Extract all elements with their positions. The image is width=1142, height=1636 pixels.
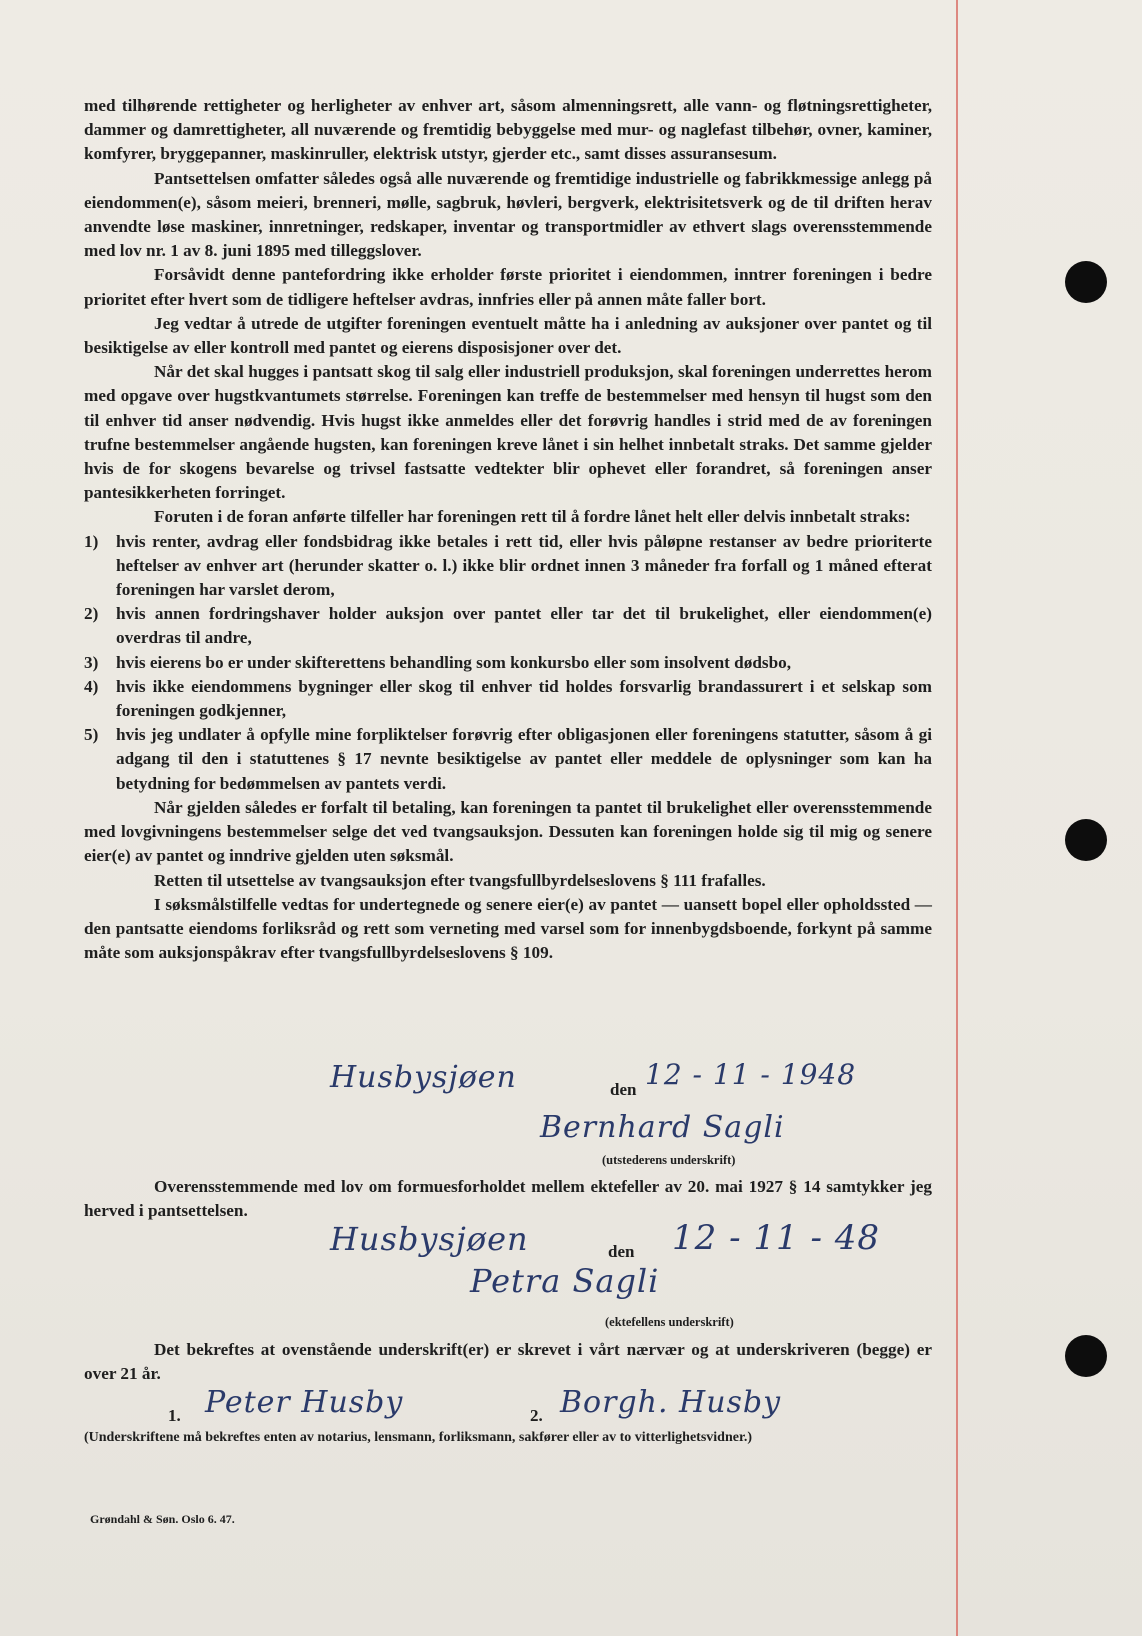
body-text [84,94,932,965]
list-item: 1) hvis renter, avdrag eller fondsbidrag ikke betales i rett tid, eller hvis påløpne restanser av bedre prioriterte heftelser av enhver art (herunder skatter o. l.) ikke blir ordnet innen 3 måneder fra forfall og 1 måned efterat foreningen har varslet derom, [84,531,932,600]
list-item: 2) hvis annen fordringshaver holder auksjon over pantet eller tar det til brukelighet, eller eiendommen(e) overdras til andre, [84,604,932,648]
den-label-2: den [608,1242,635,1261]
punch-hole-2 [1065,819,1107,861]
signature-spouse: Petra Sagli [470,1262,660,1300]
paragraph-4: Jeg vedtar å utrede de utgifter foreningen eventuelt måtte ha i anledning av auksjoner over pantet og til besiktigelse av eller kontroll med pantet og eierens disposisjoner over det. [84,313,932,358]
date-handwritten-1: 12 - 11 - 1948 [645,1058,857,1091]
witness-1-number: 1. [168,1406,181,1425]
punch-hole-1 [1065,261,1107,303]
den-label-1: den [610,1080,637,1099]
date-handwritten-2: 12 - 11 - 48 [672,1218,880,1258]
margin-line [956,0,958,1636]
paragraph-2: Pantsettelsen omfatter således også alle nuværende og fremtidige industrielle og fabrikkmessige anlegg på eiendommen(e), såsom meieri, brenneri, mølle, sagbruk, høvleri, bergverk, elektrisitetsverk og de til driften herav anvendte løse maskiner, innretninger, redskaper, inventar og transportmidler av ethvert slags overensstemmende med lov nr. 1 av 8. juni 1895 med tilleggslover. [84,168,932,261]
witness-note: (Underskriftene må bekreftes enten av notarius, lensmann, forliksmann, sakfører eller av to vitterlighetsvidner.) [84,1430,753,1445]
witness-paragraph: Det bekreftes at ovenstående underskrift(er) er skrevet i vårt nærvær og at underskriveren (begge) er over 21 år. [84,1340,932,1384]
spouse-caption: (ektefellens underskrift) [605,1315,734,1329]
paragraph-3: Forsåvidt denne pantefordring ikke erholder første prioritet i eiendommen, inntrer foreningen i bedre prioritet efter hvert som de tidligere heftelser avdras, innfries eller på annen måte faller bort. [84,265,932,309]
paragraph-6: Foruten i de foran anførte tilfeller har foreningen rett til å fordre lånet helt eller delvis innbetalt straks: [154,507,911,527]
list-item: 3) hvis eierens bo er under skifterettens behandling som konkursbo eller som insolvent dødsbo, [84,652,792,672]
list-item: 5) hvis jeg undlater å opfylle mine forpliktelser forøvrig efter obligasjonen eller foreningens statutter, såsom å gi adgang til den i statuttenes § 17 nevnte besiktigelse av pantet eller meddele de oplysninger som kan ha betydning for bedømmelsen av pantets verdi. [84,725,932,793]
signature-issuer: Bernhard Sagli [540,1110,785,1145]
signature-witness-2: Borgh. Husby [560,1385,782,1420]
signature-witness-1: Peter Husby [205,1385,404,1420]
place-handwritten-2: Husbysjøen [330,1220,529,1258]
paragraph-8: Retten til utsettelse av tvangsauksjon efter tvangsfullbyrdelseslovens § 111 frafalles. [154,870,766,890]
paragraph-9: I søksmålstilfelle vedtas for undertegnede og senere eier(e) av pantet — uansett bopel eller opholdssted — den pantsatte eiendoms forliksråd og rett som verneting med varsel som for innenbygdsboende, forkynt på samme måte som auksjonspåkrav efter tvangsfullbyrdelseslovens § 109. [84,894,932,963]
place-handwritten-1: Husbysjøen [330,1060,517,1095]
punch-hole-3 [1065,1335,1107,1377]
issuer-caption: (utstederens underskrift) [602,1153,736,1167]
witness-text [84,1338,932,1386]
consent-paragraph: Overensstemmende med lov om formuesforholdet mellem ektefeller av 20. mai 1927 § 14 samtykker jeg herved i pantsettelsen. [84,1177,932,1221]
consent-text [84,1175,932,1223]
paragraph-1: med tilhørende rettigheter og herligheter av enhver art, såsom almenningsrett, alle vann- og fløtningsrettigheter, dammer og damrettigheter, all nuværende og fremtidig bebyggelse med mur- og naglefast tilbehør, ovner, kaminer, komfyrer, bryggepanner, maskinruller, elektrisk utstyr, gjerder etc., samt disses assuransesum. [84,96,932,164]
conditions-list [84,530,932,796]
paragraph-5: Når det skal hugges i pantsatt skog til salg eller industriell produksjon, skal foreningen underrettes herom med opgave over hugstkvantumets størrelse. Foreningen kan treffe de bestemmelser med hensyn til hugst som den til enhver tid anser nødvendig. Hvis hugst ikke anmeldes eller det forøvrig handles i strid med de av foreningen trufne bestemmelser angående hugsten, kan foreningen kreve lånet i sin helhet innbetalt straks. Det samme gjelder hvis de for skogens bevarelse og trivsel fastsatte vedtekter blir ophevet eller forandret, så foreningen anser pantesikkerheten forringet. [84,362,932,503]
witness-2-number: 2. [530,1406,543,1425]
list-item: 4) hvis ikke eiendommens bygninger eller skog til enhver tid holdes forsvarlig brandassurert i et selskap som foreningen godkjenner, [84,676,932,721]
printer-imprint: Grøndahl & Søn. Oslo 6. 47. [90,1512,235,1526]
paragraph-7: Når gjelden således er forfalt til betaling, kan foreningen ta pantet til brukelighet eller overensstemmende med lovgivningens bestemmelser selge det ved tvangsauksjon. Dessuten kan foreningen holde sig til mig og senere eier(e) av pantet og inndrive gjelden uten søksmål. [84,797,932,866]
